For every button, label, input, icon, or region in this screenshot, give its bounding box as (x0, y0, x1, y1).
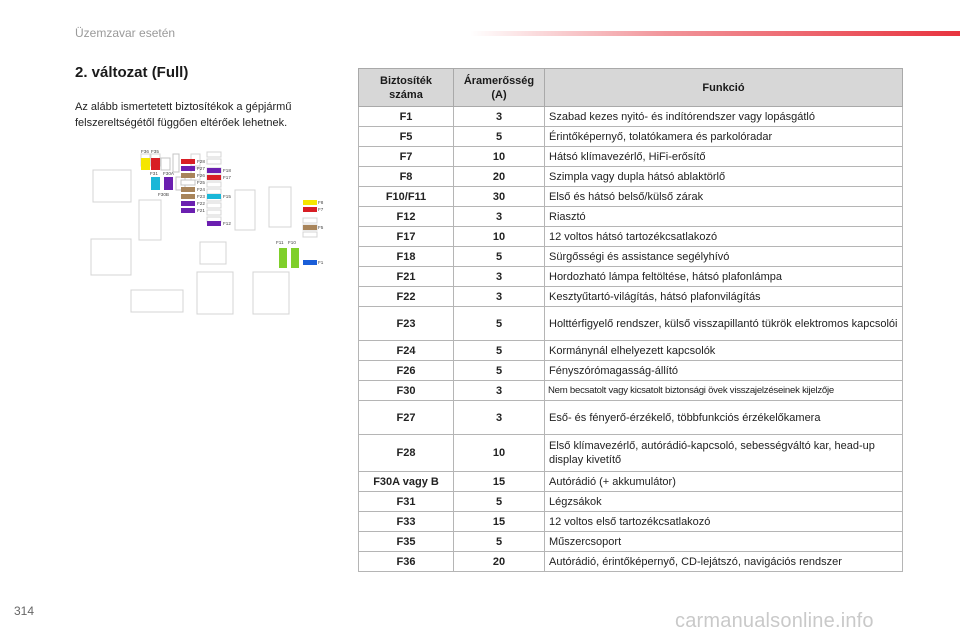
table-row (359, 147, 903, 167)
fuse-f26 (181, 173, 195, 178)
label-f8: F8 (318, 200, 324, 205)
fuse-cell: F28 (359, 435, 454, 472)
function-cell: Hátsó klímavezérlő, HiFi-erősítő (545, 147, 903, 167)
function-cell: Fényszórómagasság-állító (545, 361, 903, 381)
function-cell: Szimpla vagy dupla hátsó ablaktörlő (545, 167, 903, 187)
fuse-cell: F8 (359, 167, 454, 187)
fuse-cell: F31 (359, 492, 454, 512)
fuse-f1 (303, 260, 317, 265)
fuse-f18 (207, 168, 221, 173)
label-f11: F11 (276, 240, 284, 245)
amp-cell: 5 (454, 361, 545, 381)
function-cell: 12 voltos hátsó tartozékcsatlakozó (545, 227, 903, 247)
fuse-f17 (207, 175, 221, 180)
table-row (359, 532, 903, 552)
table-row (359, 381, 903, 401)
fuse-f27 (181, 166, 195, 171)
fuse-f30a (164, 177, 173, 190)
label-f5: F5 (318, 225, 324, 230)
relay-outline (131, 290, 183, 312)
intro-text: Az alább ismertetett biztosítékok a gépjármű felszereltségétől függően eltérőek lehetnek. (75, 101, 292, 129)
label-f28: F28 (197, 159, 205, 164)
label-f1: F1 (318, 260, 324, 265)
table-row (359, 127, 903, 147)
fuse-f28 (181, 159, 195, 164)
table-row (359, 472, 903, 492)
relay-outline (93, 170, 131, 202)
function-cell: Eső- és fényerő-érzékelő, többfunkciós érzékelőkamera (545, 401, 903, 435)
fuse-cell: F33 (359, 512, 454, 532)
fuse-cell: F30A vagy B (359, 472, 454, 492)
amp-cell: 3 (454, 207, 545, 227)
amp-cell: 5 (454, 492, 545, 512)
table-row (359, 167, 903, 187)
label-f18: F18 (223, 168, 231, 173)
function-cell: Autórádió, érintőképernyő, CD-lejátszó, navigációs rendszer (545, 552, 903, 572)
relay-outline (139, 200, 161, 240)
header-accent-bar (470, 31, 960, 36)
fuse-f8 (303, 200, 317, 205)
fuse-cell: F1 (359, 107, 454, 127)
amp-cell: 15 (454, 472, 545, 492)
label-f17: F17 (223, 175, 231, 180)
amp-cell: 5 (454, 307, 545, 341)
amp-cell: 20 (454, 167, 545, 187)
label-f25: F25 (197, 180, 205, 185)
label-f27: F27 (197, 166, 205, 171)
label-f22: F22 (197, 201, 205, 206)
fuse-cell: F30 (359, 381, 454, 401)
table-row (359, 187, 903, 207)
amp-cell: 3 (454, 401, 545, 435)
function-cell: Első klímavezérlő, autórádió-kapcsoló, sebességváltó kar, head-up display kivetítő (545, 435, 903, 472)
table-row (359, 512, 903, 532)
fuse-f36 (141, 158, 150, 170)
fuse-cell: F5 (359, 127, 454, 147)
function-cell: Légzsákok (545, 492, 903, 512)
table-row (359, 361, 903, 381)
header-function: Funkció (545, 69, 903, 107)
label-f15: F15 (223, 194, 231, 199)
function-cell: Autórádió (+ akkumulátor) (545, 472, 903, 492)
label-f21: F21 (197, 208, 205, 213)
amp-cell: 20 (454, 552, 545, 572)
table-row (359, 307, 903, 341)
label-f10: F10 (288, 240, 296, 245)
watermark: carmanualsonline.info (675, 610, 874, 632)
function-cell: Kormánynál elhelyezett kapcsolók (545, 341, 903, 361)
table-row (359, 287, 903, 307)
table-header-row (359, 69, 903, 107)
label-f7: F7 (318, 207, 324, 212)
relay-outline (235, 190, 255, 230)
label-f12: F12 (223, 221, 231, 226)
table-row (359, 227, 903, 247)
amp-cell: 3 (454, 287, 545, 307)
fuse-cell: F21 (359, 267, 454, 287)
amp-cell: 3 (454, 381, 545, 401)
fuse-f23 (181, 194, 195, 199)
fuse-f21 (181, 208, 195, 213)
fuse-cell: F12 (359, 207, 454, 227)
function-cell: Kesztyűtartó-világítás, hátsó plafonvilágítás (545, 287, 903, 307)
function-cell: Műszercsoport (545, 532, 903, 552)
fuse-f7 (303, 207, 317, 212)
table-row (359, 492, 903, 512)
fuse-f12 (207, 221, 221, 226)
label-f26: F26 (197, 173, 205, 178)
fuse-f5 (303, 225, 317, 230)
function-cell: Holttérfigyelő rendszer, külső visszapillantó tükrök elektromos kapcsolói (545, 307, 903, 341)
fuse-f15 (207, 194, 221, 199)
fuse-cell: F35 (359, 532, 454, 552)
label-f30a: F30A (163, 171, 174, 176)
function-cell: Érintőképernyő, tolatókamera és parkolóradar (545, 127, 903, 147)
relay-outline (197, 272, 233, 314)
relay-outline (253, 272, 289, 314)
fuse-cell: F22 (359, 287, 454, 307)
amp-cell: 5 (454, 532, 545, 552)
fuse-f25 (181, 180, 195, 185)
fuse-cell: F23 (359, 307, 454, 341)
fuse-cell: F17 (359, 227, 454, 247)
fuse-cell: F18 (359, 247, 454, 267)
table-row (359, 267, 903, 287)
function-cell: Nem becsatolt vagy kicsatolt biztonsági övek visszajelzéseinek kijelzője (545, 381, 903, 401)
function-cell: 12 voltos első tartozékcsatlakozó (545, 512, 903, 532)
relay-outline (91, 239, 131, 275)
amp-cell: 10 (454, 147, 545, 167)
fuse-f24 (181, 187, 195, 192)
fuse-f22 (181, 201, 195, 206)
header-fuse-number: Biztosíték száma (359, 69, 454, 107)
relay-outline (269, 187, 291, 227)
label-f23: F23 (197, 194, 205, 199)
header-amperage: Áramerősség (A) (454, 69, 545, 107)
amp-cell: 3 (454, 267, 545, 287)
amp-cell: 5 (454, 247, 545, 267)
amp-cell: 30 (454, 187, 545, 207)
table-row (359, 207, 903, 227)
fuse-cell: F24 (359, 341, 454, 361)
label-f31: F31 (150, 171, 158, 176)
label-f24: F24 (197, 187, 205, 192)
table-row (359, 247, 903, 267)
fuse-cell: F7 (359, 147, 454, 167)
table-row (359, 552, 903, 572)
label-f36: F36 (141, 149, 149, 154)
label-f35: F35 (151, 149, 159, 154)
fuse-box-diagram (85, 142, 330, 327)
function-cell: Szabad kezes nyitó- és indítórendszer vagy lopásgátló (545, 107, 903, 127)
fuse-f11 (279, 248, 287, 268)
label-f30b: F30B (158, 192, 169, 197)
table-row (359, 401, 903, 435)
fuse-f10 (291, 248, 299, 268)
fuse-f31 (151, 177, 160, 190)
variant-title: 2. változat (Full) (75, 64, 189, 81)
page-number: 314 (14, 604, 35, 618)
amp-cell: 5 (454, 127, 545, 147)
amp-cell: 10 (454, 227, 545, 247)
amp-cell: 10 (454, 435, 545, 472)
table-row (359, 341, 903, 361)
table-row (359, 107, 903, 127)
function-cell: Sürgősségi és assistance segélyhívó (545, 247, 903, 267)
table-row (359, 435, 903, 472)
fuse-cell: F10/F11 (359, 187, 454, 207)
relay-outline (200, 242, 226, 264)
amp-cell: 5 (454, 341, 545, 361)
fuse-cell: F36 (359, 552, 454, 572)
amp-cell: 15 (454, 512, 545, 532)
amp-cell: 3 (454, 107, 545, 127)
section-header: Üzemzavar esetén (75, 26, 176, 40)
fuse-cell: F27 (359, 401, 454, 435)
fuse-table (358, 68, 903, 572)
fuse-f35 (151, 158, 160, 170)
fuse-cell: F26 (359, 361, 454, 381)
function-cell: Első és hátsó belső/külső zárak (545, 187, 903, 207)
function-cell: Hordozható lámpa feltöltése, hátsó plafonlámpa (545, 267, 903, 287)
function-cell: Riasztó (545, 207, 903, 227)
